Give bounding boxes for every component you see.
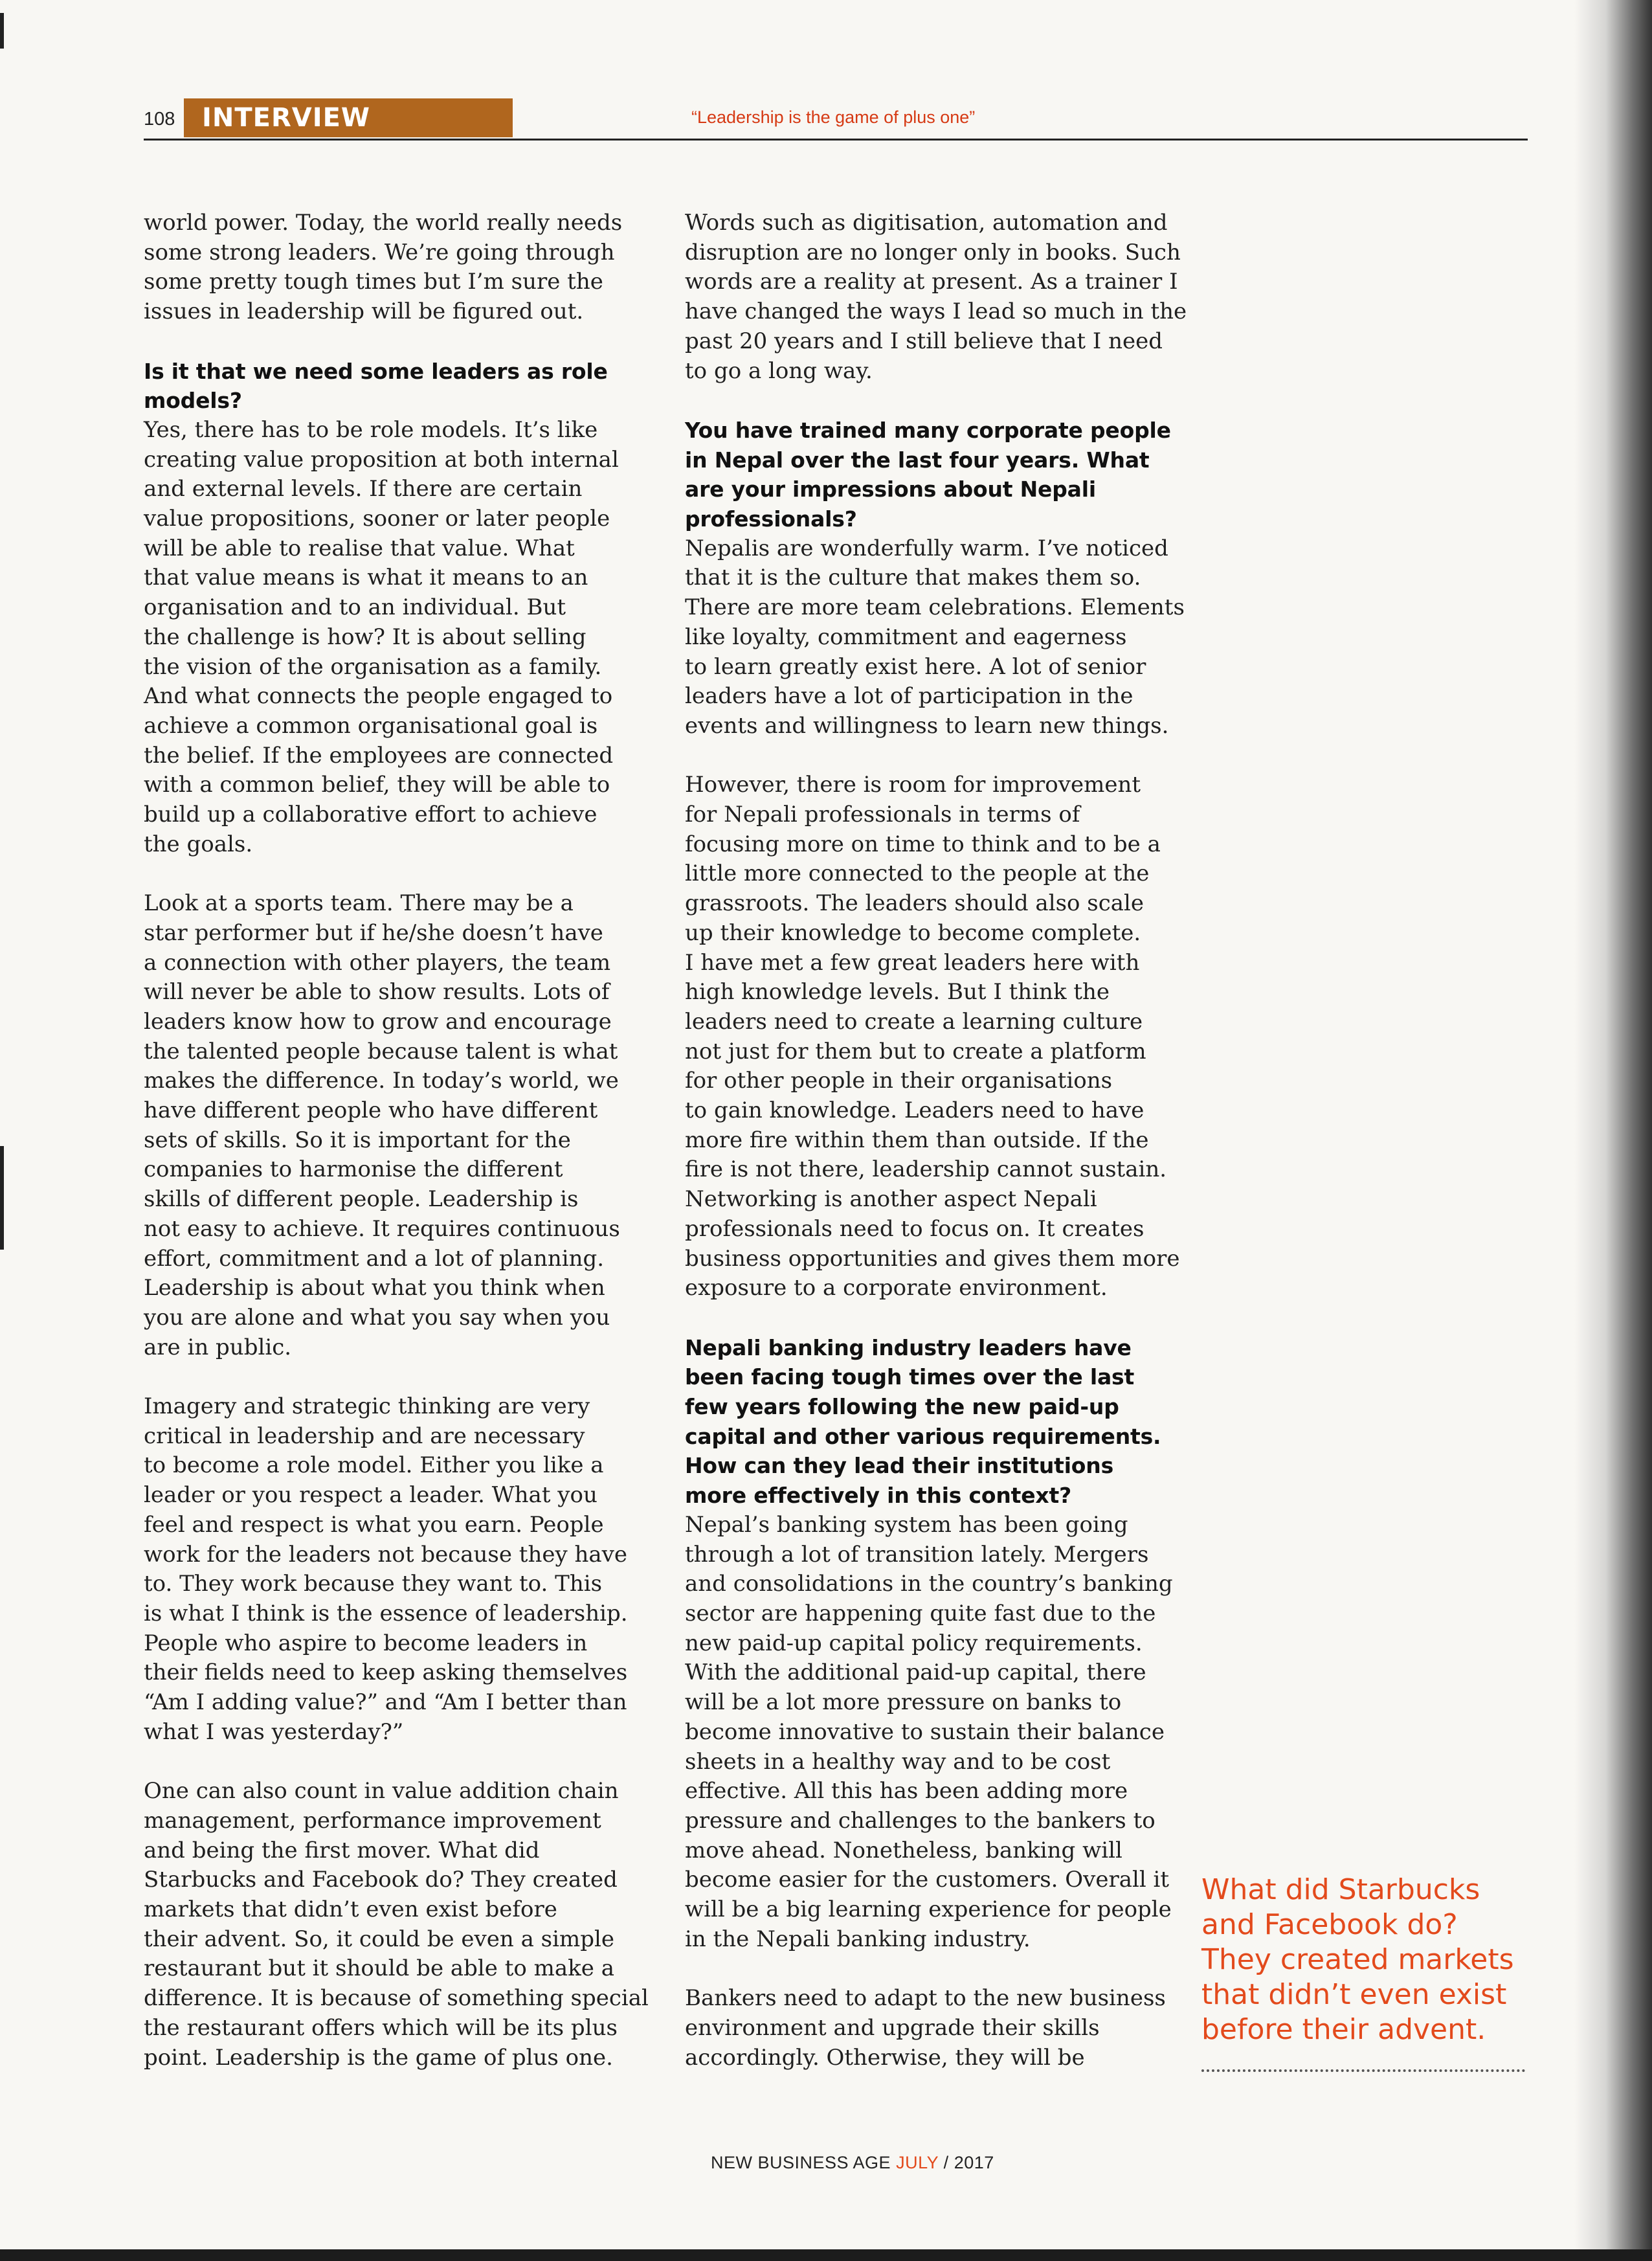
text-line: not just for them but to create a platform (685, 1038, 1146, 1064)
text-line: feel and respect is what you earn. People (144, 1511, 604, 1538)
paragraph-spacer (685, 1303, 1177, 1333)
paragraph-spacer (685, 386, 1177, 416)
text-line: that it is the culture that makes them so. (685, 565, 1141, 591)
text-line: One can also count in value addition chain (144, 1778, 619, 1805)
text-line: value propositions, sooner or later people (144, 506, 610, 532)
text-line: Imagery and strategic thinking are very (144, 1393, 590, 1420)
text-line: like loyalty, commitment and eagerness (685, 624, 1127, 650)
text-line: you are alone and what you say when you (144, 1304, 610, 1331)
text-line: more effectively in this context? (685, 1483, 1072, 1509)
text-line: will be able to realise that value. What (144, 535, 575, 561)
text-line: become innovative to sustain their balance (685, 1718, 1165, 1745)
paragraph (685, 1984, 1177, 2073)
paragraph (144, 889, 649, 1362)
paragraph-spacer (685, 1954, 1177, 1984)
text-line: and external levels. If there are certain (144, 476, 583, 502)
section-label: INTERVIEW (184, 98, 513, 137)
paragraph (685, 1511, 1177, 1955)
paragraph-spacer (685, 741, 1177, 771)
text-line: events and willingness to learn new things. (685, 712, 1169, 739)
text-line: People who aspire to become leaders in (144, 1630, 588, 1656)
page-header (144, 97, 1528, 140)
text-line: “Am I adding value?” and “Am I better than (144, 1689, 627, 1716)
page-footer (711, 2153, 994, 2173)
text-line: Nepalis are wonderfully warm. I’ve noticed (685, 535, 1168, 561)
text-line: the restaurant offers which will be its plus (144, 2014, 618, 2041)
middle-text-column (685, 208, 1187, 2073)
text-line: models? (144, 388, 242, 414)
text-line: for Nepali professionals in terms of (685, 802, 1080, 828)
text-line: and consolidations in the country’s banking (685, 1571, 1173, 1597)
text-line: disruption are no longer only in books. Such (685, 239, 1181, 265)
text-line: With the additional paid-up capital, there (685, 1659, 1146, 1686)
text-line: issues in leadership will be figured out. (144, 298, 584, 325)
paragraph (144, 416, 649, 860)
text-line: leaders have a lot of participation in the (685, 683, 1133, 710)
text-line: And what connects the people engaged to (144, 683, 613, 710)
text-line: capital and other various requirements. (685, 1423, 1161, 1449)
interview-question (144, 357, 649, 416)
text-line: Look at a sports team. There may be a (144, 890, 574, 917)
text-line: accordingly. Otherwise, they will be (685, 2044, 1085, 2071)
text-line: their advent. So, it could be even a simple (144, 1926, 614, 1952)
text-line: leaders need to create a learning culture (685, 1008, 1143, 1035)
text-line: and being the first mover. What did (144, 1837, 540, 1863)
scan-edge-mark (0, 1146, 4, 1250)
text-line: the talented people because talent is what (144, 1038, 618, 1064)
footer-month: JULY (896, 2153, 939, 2172)
paragraph (144, 1392, 649, 1747)
text-line: Is it that we need some leaders as role (144, 358, 608, 384)
footer-magazine-name: NEW BUSINESS AGE (711, 2153, 891, 2172)
text-line: the challenge is how? It is about selling (144, 624, 586, 650)
text-line: fire is not there, leadership cannot sustain. (685, 1156, 1167, 1183)
text-line: effort, commitment and a lot of planning. (144, 1245, 605, 1272)
text-line: is what I think is the essence of leadership. (144, 1601, 628, 1626)
pull-quote (1201, 1873, 1538, 2047)
text-line: their fields need to keep asking themselves (144, 1659, 628, 1686)
text-line: exposure to a corporate environment. (685, 1275, 1108, 1301)
paragraph-spacer (144, 1748, 649, 1777)
text-line: will be a lot more pressure on banks to (685, 1689, 1122, 1716)
text-line: restaurant but it should be able to make a (144, 1955, 614, 1982)
text-line: business opportunities and gives them more (685, 1245, 1180, 1272)
paragraph (685, 534, 1185, 741)
text-line: environment and upgrade their skills (685, 2014, 1100, 2041)
text-line: effective. All this has been adding more (685, 1778, 1128, 1805)
text-line: point. Leadership is the game of plus one. (144, 2044, 613, 2071)
pull-quote-line: They created markets (1201, 1943, 1514, 1976)
left-text-column (144, 208, 649, 2073)
pull-quote-line: and Facebook do? (1201, 1908, 1458, 1941)
paragraph (144, 208, 649, 327)
text-line: focusing more on time to think and to be a (685, 831, 1161, 857)
text-line: achieve a common organisational goal is (144, 712, 598, 739)
text-line: sector are happening quite fast due to the (685, 1601, 1156, 1626)
text-line: Words such as digitisation, automation and (685, 210, 1168, 236)
text-line: have different people who have different (144, 1097, 598, 1124)
text-line: professionals need to focus on. It creates (685, 1215, 1144, 1242)
text-line: creating value proposition at both internal (144, 446, 619, 473)
text-line: companies to harmonise the different (144, 1156, 563, 1183)
text-line: world power. Today, the world really needs (144, 210, 623, 236)
text-line: the vision of the organisation as a family. (144, 653, 602, 680)
paragraph (685, 771, 1180, 1303)
text-line: makes the difference. In today’s world, we (144, 1068, 619, 1094)
text-line: a connection with other players, the team (144, 949, 611, 976)
text-line: with a common belief, they will be able to (144, 772, 610, 798)
text-line: not easy to achieve. It requires continuous (144, 1215, 620, 1242)
text-line: words are a reality at present. As a trainer I (685, 269, 1178, 295)
page-number: 108 (144, 109, 175, 129)
footer-separator: / (943, 2153, 949, 2172)
text-line: Nepali banking industry leaders have (685, 1334, 1132, 1360)
text-line: leader or you respect a leader. What you (144, 1482, 597, 1509)
text-line: Yes, there has to be role models. It’s like (144, 416, 598, 443)
text-line: There are more team celebrations. Elements (685, 594, 1185, 621)
footer-year: 2017 (954, 2153, 994, 2172)
text-line: professionals? (685, 506, 857, 532)
text-line: How can they lead their institutions (685, 1453, 1114, 1479)
pull-quote-line: that didn’t even exist (1201, 1978, 1507, 2011)
text-line: the goals. (144, 831, 253, 857)
text-line: build up a collaborative effort to achieve (144, 802, 597, 828)
text-line: work for the leaders not because they have (144, 1541, 628, 1568)
text-line: However, there is room for improvement (685, 772, 1141, 798)
text-line: Starbucks and Facebook do? They created (144, 1867, 618, 1893)
text-line: markets that didn’t even exist before (144, 1896, 557, 1923)
text-line: difference. It is because of something special (144, 1985, 649, 2012)
text-line: through a lot of transition lately. Mergers (685, 1541, 1149, 1568)
text-line: to gain knowledge. Leaders need to have (685, 1097, 1144, 1124)
text-line: more fire within them than outside. If the (685, 1127, 1149, 1153)
text-line: Nepal’s banking system has been going (685, 1511, 1128, 1538)
text-line: are your impressions about Nepali (685, 477, 1096, 502)
text-line: sheets in a healthy way and to be cost (685, 1748, 1111, 1775)
text-line: Bankers need to adapt to the new business (685, 1985, 1166, 2012)
paragraph-spacer (144, 327, 649, 357)
text-line: will be a big learning experience for people (685, 1896, 1172, 1923)
text-line: some pretty tough times but I’m sure the (144, 269, 603, 295)
text-line: past 20 years and I still believe that I need (685, 328, 1163, 354)
scan-bottom-edge (0, 2249, 1652, 2261)
text-line: sets of skills. So it is important for the (144, 1127, 571, 1153)
text-line: have changed the ways I lead so much in the (685, 298, 1187, 325)
text-line: critical in leadership and are necessary (144, 1423, 585, 1449)
text-line: to go a long way. (685, 357, 873, 384)
text-line: up their knowledge to become complete. (685, 919, 1141, 946)
text-line: You have trained many corporate people (685, 417, 1171, 443)
text-line: management, performance improvement (144, 1807, 601, 1834)
text-line: to. They work because they want to. This (144, 1571, 603, 1597)
text-line: to learn greatly exist here. A lot of senior (685, 653, 1146, 680)
scan-edge-mark (0, 13, 4, 49)
text-line: that value means is what it means to an (144, 565, 588, 591)
text-line: I have met a few great leaders here with (685, 949, 1140, 976)
text-line: new paid-up capital policy requirements. (685, 1630, 1143, 1656)
binding-shadow (1574, 0, 1652, 2261)
pull-quote-line: before their advent. (1201, 2013, 1486, 2046)
text-line: for other people in their organisations (685, 1068, 1113, 1094)
text-line: what I was yesterday?” (144, 1718, 404, 1745)
header-rule (144, 139, 1528, 141)
text-line: grassroots. The leaders should also scale (685, 890, 1144, 917)
text-line: move ahead. Nonetheless, banking will (685, 1837, 1122, 1863)
running-title: “Leadership is the game of plus one” (691, 107, 976, 127)
text-line: Leadership is about what you think when (144, 1275, 605, 1301)
text-line: pressure and challenges to the bankers to (685, 1807, 1155, 1834)
paragraph-spacer (144, 859, 649, 889)
interview-question (685, 416, 1177, 534)
text-line: star performer but if he/she doesn’t have (144, 919, 603, 946)
text-line: in Nepal over the last four years. What (685, 447, 1150, 473)
text-line: in the Nepali banking industry. (685, 1926, 1031, 1952)
paragraph (144, 1777, 649, 2073)
pull-quote-line: What did Starbucks (1201, 1873, 1480, 1906)
text-line: are in public. (144, 1334, 292, 1360)
text-line: skills of different people. Leadership is (144, 1186, 579, 1213)
text-line: few years following the new paid-up (685, 1394, 1119, 1420)
text-line: little more connected to the people at the (685, 861, 1150, 887)
interview-question (685, 1333, 1177, 1511)
paragraph-spacer (144, 1362, 649, 1392)
text-line: high knowledge levels. But I think the (685, 979, 1110, 1006)
text-line: been facing tough times over the last (685, 1364, 1135, 1390)
text-line: organisation and to an individual. But (144, 594, 566, 621)
paragraph (685, 208, 1187, 386)
pull-quote-rule (1201, 2069, 1525, 2072)
text-line: will never be able to show results. Lots of (144, 979, 610, 1006)
text-line: leaders know how to grow and encourage (144, 1008, 612, 1035)
text-line: become easier for the customers. Overall it (685, 1867, 1170, 1893)
text-line: the belief. If the employees are connected (144, 742, 614, 769)
text-line: Networking is another aspect Nepali (685, 1186, 1097, 1213)
text-line: to become a role model. Either you like a (144, 1452, 604, 1479)
text-line: some strong leaders. We’re going through (144, 239, 615, 265)
